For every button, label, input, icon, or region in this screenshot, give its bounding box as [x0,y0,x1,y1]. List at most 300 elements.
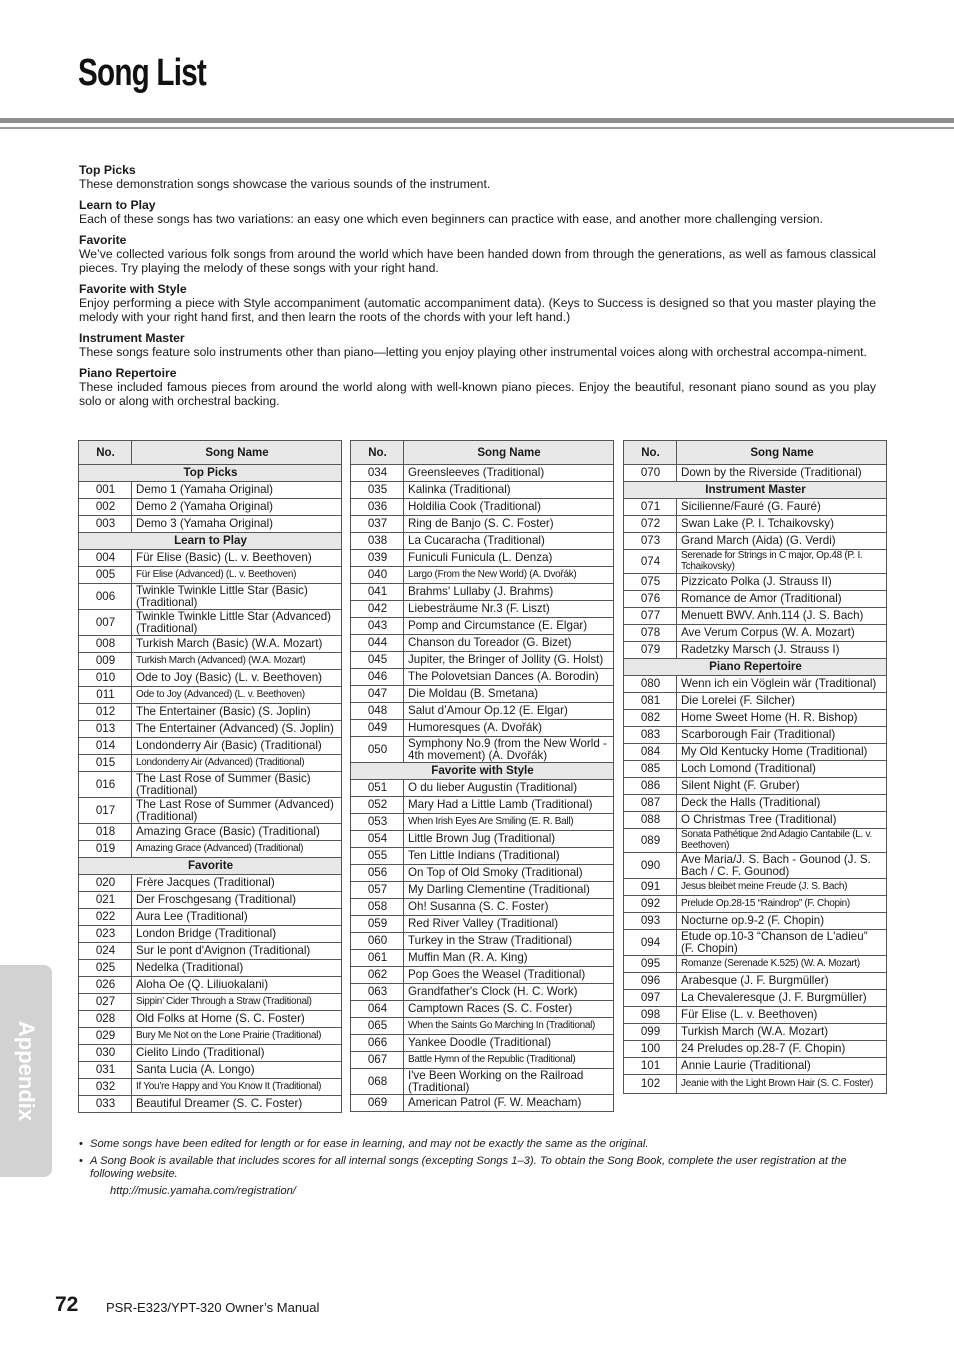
song-row [79,1079,342,1096]
song-number: 061 [351,950,404,967]
song-number: 087 [624,795,677,812]
song-number: 097 [624,990,677,1007]
song-number: 096 [624,973,677,990]
song-name: Mary Had a Little Lamb (Traditional) [404,797,614,814]
song-number: 023 [79,926,132,943]
song-name: Turkish March (Basic) (W.A. Mozart) [132,636,342,653]
song-name: My Old Kentucky Home (Traditional) [677,744,887,761]
song-name: When the Saints Go Marching In (Traditional) [404,1018,614,1035]
song-number: 026 [79,977,132,994]
song-row [351,465,614,482]
song-row [351,1069,614,1095]
song-number: 029 [79,1028,132,1045]
song-number: 055 [351,848,404,865]
song-number: 101 [624,1058,677,1075]
song-name: Loch Lomond (Traditional) [677,761,887,778]
song-name: If You’re Happy and You Know It (Traditional) [132,1079,342,1096]
song-name: Für Elise (L. v. Beethoven) [677,1007,887,1024]
song-row [351,618,614,635]
song-number: 085 [624,761,677,778]
song-name: Radetzky Marsch (J. Strauss I) [677,642,887,659]
song-name: O Christmas Tree (Traditional) [677,812,887,829]
song-number: 044 [351,635,404,652]
song-number: 033 [79,1096,132,1113]
song-name: Londonderry Air (Basic) (Traditional) [132,738,342,755]
song-name: Chanson du Toreador (G. Bizet) [404,635,614,652]
title-rule [0,118,954,123]
song-name: Oh! Susanna (S. C. Foster) [404,899,614,916]
song-row [351,916,614,933]
song-number: 043 [351,618,404,635]
song-number: 091 [624,879,677,896]
song-row [79,687,342,704]
song-row [351,669,614,686]
song-name: Sippin’ Cider Through a Straw (Traditional) [132,994,342,1011]
song-number: 077 [624,608,677,625]
song-name: Sonata Pathétique 2nd Adagio Cantabile (L. v. Beethoven) [677,829,887,853]
song-row [79,704,342,721]
song-row [351,584,614,601]
song-number: 070 [624,465,677,482]
song-row [351,1052,614,1069]
song-row [351,967,614,984]
song-row [79,610,342,636]
song-row [79,960,342,977]
song-table-1 [78,440,342,1113]
song-name: Ode to Joy (Basic) (L. v. Beethoven) [132,670,342,687]
song-row [351,1001,614,1018]
song-row [79,1062,342,1079]
song-table-2 [350,440,614,1112]
song-number: 088 [624,812,677,829]
song-name: Demo 2 (Yamaha Original) [132,499,342,516]
song-row [351,1095,614,1112]
song-row [624,930,887,956]
song-row [79,516,342,533]
song-name: Ode to Joy (Advanced) (L. v. Beethoven) [132,687,342,704]
song-name: Pomp and Circumstance (E. Elgar) [404,618,614,635]
song-row [351,567,614,584]
footnote-text: Some songs have been edited for length or for ease in learning, and may not be exactly the same as the original. [90,1138,649,1150]
song-row [624,676,887,693]
song-row [624,1041,887,1058]
song-row [351,899,614,916]
song-row [624,990,887,1007]
song-name: I've Been Working on the Railroad (Traditional) [404,1069,614,1095]
song-number: 007 [79,610,132,636]
song-name: Holdilia Cook (Traditional) [404,499,614,516]
intro-block [79,366,876,408]
song-name: Amazing Grace (Advanced) (Traditional) [132,841,342,858]
song-row [624,574,887,591]
song-row [624,608,887,625]
song-row [624,879,887,896]
song-name: La Cucaracha (Traditional) [404,533,614,550]
song-name: Kalinka (Traditional) [404,482,614,499]
song-name: Demo 3 (Yamaha Original) [132,516,342,533]
song-number: 098 [624,1007,677,1024]
song-number: 030 [79,1045,132,1062]
song-name: Londonderry Air (Advanced) (Traditional) [132,755,342,772]
song-name: Annie Laurie (Traditional) [677,1058,887,1075]
song-number: 067 [351,1052,404,1069]
song-number: 057 [351,882,404,899]
song-name: Yankee Doodle (Traditional) [404,1035,614,1052]
song-row [351,482,614,499]
song-number: 083 [624,727,677,744]
song-row [79,926,342,943]
song-name: Beautiful Dreamer (S. C. Foster) [132,1096,342,1113]
song-name: On Top of Old Smoky (Traditional) [404,865,614,882]
appendix-tab [0,965,52,1177]
song-row [79,892,342,909]
song-name: My Darling Clementine (Traditional) [404,882,614,899]
song-row [79,977,342,994]
song-number: 056 [351,865,404,882]
song-row [79,550,342,567]
song-row [351,720,614,737]
song-number: 060 [351,933,404,950]
song-row [624,1058,887,1075]
song-name: Brahms' Lullaby (J. Brahms) [404,584,614,601]
song-number: 021 [79,892,132,909]
song-row [351,984,614,1001]
footnote-text: A Song Book is available that includes scores for all internal songs (excepting Songs 1–3). To obtain the Song Book, complete the user registration at the following website. [90,1154,847,1180]
intro-text: Enjoy performing a piece with Style accompaniment (automatic accompaniment data). (Keys to Success is designed so that you master playing the melody with your right hand first, and then learn the roots of the chords with your left hand.) [79,296,876,324]
section-heading: Favorite [79,858,342,875]
song-number: 066 [351,1035,404,1052]
song-number: 090 [624,853,677,879]
song-row [79,943,342,960]
song-number: 095 [624,956,677,973]
song-name: Turkish March (Advanced) (W.A. Mozart) [132,653,342,670]
song-number: 089 [624,829,677,853]
song-name: Für Elise (Advanced) (L. v. Beethoven) [132,567,342,584]
song-row [351,831,614,848]
intro-block [79,198,876,226]
song-name: Scarborough Fair (Traditional) [677,727,887,744]
song-name: Jesus bleibet meine Freude (J. S. Bach) [677,879,887,896]
song-number: 038 [351,533,404,550]
song-row [624,795,887,812]
intro-block [79,233,876,275]
song-row [79,721,342,738]
song-row [351,652,614,669]
song-number: 082 [624,710,677,727]
song-row [351,635,614,652]
song-number: 010 [79,670,132,687]
song-number: 002 [79,499,132,516]
song-number: 069 [351,1095,404,1112]
song-row [624,1024,887,1041]
song-row [351,516,614,533]
song-number: 048 [351,703,404,720]
no-header: No. [351,441,404,465]
section-heading: Favorite with Style [351,763,614,780]
song-number: 075 [624,574,677,591]
song-number: 052 [351,797,404,814]
song-number: 040 [351,567,404,584]
manual-name: PSR-E323/YPT-320 Owner’s Manual [106,1300,320,1315]
song-row [351,686,614,703]
song-row [624,693,887,710]
song-row [624,812,887,829]
song-number: 084 [624,744,677,761]
song-row [79,567,342,584]
song-name: Romance de Amor (Traditional) [677,591,887,608]
section-row [79,858,342,875]
song-name: Down by the Riverside (Traditional) [677,465,887,482]
song-row [624,761,887,778]
song-name: Turkey in the Straw (Traditional) [404,933,614,950]
song-row [79,738,342,755]
song-number: 014 [79,738,132,755]
song-name: Funiculi Funicula (L. Denza) [404,550,614,567]
song-name: Cielito Lindo (Traditional) [132,1045,342,1062]
song-number: 058 [351,899,404,916]
song-name: O du lieber Augustin (Traditional) [404,780,614,797]
song-name: Arabesque (J. F. Burgmüller) [677,973,887,990]
song-number: 064 [351,1001,404,1018]
song-row [624,727,887,744]
intro-heading: Top Picks [79,163,136,177]
footnote [79,1155,879,1182]
song-name: Grandfather's Clock (H. C. Work) [404,984,614,1001]
song-name: Bury Me Not on the Lone Prairie (Traditional) [132,1028,342,1045]
song-row [624,896,887,913]
song-name: 24 Preludes op.28-7 (F. Chopin) [677,1041,887,1058]
song-number: 079 [624,642,677,659]
section-row [351,763,614,780]
song-name: The Entertainer (Advanced) (S. Joplin) [132,721,342,738]
song-number: 076 [624,591,677,608]
song-row [351,933,614,950]
song-row [351,950,614,967]
song-name: Aura Lee (Traditional) [132,909,342,926]
song-number: 059 [351,916,404,933]
song-name: Symphony No.9 (from the New World - 4th movement) (A. Dvořák) [404,737,614,763]
song-number: 015 [79,755,132,772]
song-row [351,533,614,550]
song-number: 045 [351,652,404,669]
song-row [624,516,887,533]
song-number: 037 [351,516,404,533]
song-name: Der Froschgesang (Traditional) [132,892,342,909]
song-row [624,853,887,879]
song-number: 024 [79,943,132,960]
song-name: Salut d’Amour Op.12 (E. Elgar) [404,703,614,720]
intro-text: These songs feature solo instruments other than piano—letting you enjoy playing other instrumental voices along with orchestral accompa-niment. [79,345,867,359]
intro-heading: Instrument Master [79,331,185,345]
song-name: Camptown Races (S. C. Foster) [404,1001,614,1018]
bullet-icon: • [79,1154,83,1167]
song-row [351,848,614,865]
song-number: 035 [351,482,404,499]
song-row [79,909,342,926]
song-name: La Chevaleresque (J. F. Burgmüller) [677,990,887,1007]
song-table-3 [623,440,887,1094]
intro-text: Each of these songs has two variations: an easy one which even beginners can practice with ease, and another more challenging version. [79,212,823,226]
song-name: Santa Lucia (A. Longo) [132,1062,342,1079]
song-row [79,841,342,858]
song-row [79,653,342,670]
song-name: Twinkle Twinkle Little Star (Basic) (Traditional) [132,584,342,610]
song-name-header: Song Name [404,441,614,465]
song-row [79,1045,342,1062]
song-row [351,550,614,567]
song-number: 094 [624,930,677,956]
intro-text: We’ve collected various folk songs from around the world which have been handed down from through the generations, as well as famous classical pieces. Try playing the melody of these songs with your right hand. [79,247,876,275]
song-number: 081 [624,693,677,710]
song-number: 074 [624,550,677,574]
song-name: London Bridge (Traditional) [132,926,342,943]
song-row [79,824,342,841]
song-number: 053 [351,814,404,831]
intro-heading: Piano Repertoire [79,366,177,380]
registration-link[interactable]: http://music.yamaha.com/registration/ [110,1184,296,1197]
song-name: The Entertainer (Basic) (S. Joplin) [132,704,342,721]
song-row [351,1018,614,1035]
song-row [79,875,342,892]
song-number: 020 [79,875,132,892]
footnote [79,1138,879,1152]
song-number: 102 [624,1075,677,1094]
song-name: Largo (From the New World) (A. Dvořák) [404,567,614,584]
song-row [624,973,887,990]
song-row [624,625,887,642]
song-number: 027 [79,994,132,1011]
song-number: 047 [351,686,404,703]
song-number: 046 [351,669,404,686]
song-number: 092 [624,896,677,913]
song-row [79,636,342,653]
song-name: Humoresques (A. Dvořák) [404,720,614,737]
song-name: Etude op.10-3 “Chanson de L'adieu” (F. Chopin) [677,930,887,956]
song-number: 100 [624,1041,677,1058]
section-heading: Top Picks [79,465,342,482]
page-number: 72 [55,1293,79,1316]
song-row [624,1007,887,1024]
intro-text: These included famous pieces from around the world along with well-known piano pieces. Enjoy the beautiful, resonant piano sound as you play solo or along with orchestral backing. [79,380,876,408]
song-number: 071 [624,499,677,516]
song-name: Prelude Op.28-15 “Raindrop” (F. Chopin) [677,896,887,913]
song-name: Grand March (Aida) (G. Verdi) [677,533,887,550]
song-number: 001 [79,482,132,499]
song-name: Home Sweet Home (H. R. Bishop) [677,710,887,727]
song-number: 078 [624,625,677,642]
song-row [351,882,614,899]
song-name: Demo 1 (Yamaha Original) [132,482,342,499]
song-row [79,798,342,824]
song-row [79,1011,342,1028]
song-number: 022 [79,909,132,926]
song-name: Ave Maria/J. S. Bach - Gounod (J. S. Bach / C. F. Gounod) [677,853,887,879]
song-row [351,703,614,720]
song-name: Swan Lake (P. I. Tchaikovsky) [677,516,887,533]
song-name: Pop Goes the Weasel (Traditional) [404,967,614,984]
song-row [624,465,887,482]
song-number: 036 [351,499,404,516]
song-name: Little Brown Jug (Traditional) [404,831,614,848]
song-number: 072 [624,516,677,533]
song-number: 017 [79,798,132,824]
song-number: 062 [351,967,404,984]
song-row [624,533,887,550]
song-name: Sur le pont d'Avignon (Traditional) [132,943,342,960]
song-name: Amazing Grace (Basic) (Traditional) [132,824,342,841]
song-number: 051 [351,780,404,797]
song-number: 049 [351,720,404,737]
page-title: Song List [78,52,207,94]
intro-block [79,331,876,359]
song-row [624,591,887,608]
song-row [351,814,614,831]
song-name: Twinkle Twinkle Little Star (Advanced) (Traditional) [132,610,342,636]
intro-heading: Favorite [79,233,127,247]
song-row [79,1096,342,1113]
intro-block [79,163,876,191]
song-row [79,584,342,610]
song-name: Liebesträume Nr.3 (F. Liszt) [404,601,614,618]
song-row [79,1028,342,1045]
song-number: 054 [351,831,404,848]
song-number: 009 [79,653,132,670]
song-name: Jeanie with the Light Brown Hair (S. C. Foster) [677,1075,887,1094]
song-row [351,499,614,516]
song-number: 016 [79,772,132,798]
song-number: 065 [351,1018,404,1035]
song-name: Sicilienne/Fauré (G. Fauré) [677,499,887,516]
song-name: Ring de Banjo (S. C. Foster) [404,516,614,533]
song-name: Jupiter, the Bringer of Jollity (G. Holst) [404,652,614,669]
song-number: 041 [351,584,404,601]
song-name: Deck the Halls (Traditional) [677,795,887,812]
song-number: 042 [351,601,404,618]
song-row [79,499,342,516]
song-number: 068 [351,1069,404,1095]
song-name: Battle Hymn of the Republic (Traditional) [404,1052,614,1069]
song-number: 073 [624,533,677,550]
song-name: Greensleeves (Traditional) [404,465,614,482]
song-name: Pizzicato Polka (J. Strauss II) [677,574,887,591]
song-number: 063 [351,984,404,1001]
section-row [624,482,887,499]
intro-block [79,282,876,324]
section-row [79,465,342,482]
song-row [79,482,342,499]
song-number: 025 [79,960,132,977]
song-name-header: Song Name [132,441,342,465]
song-name: Red River Valley (Traditional) [404,916,614,933]
song-name: Muffin Man (R. A. King) [404,950,614,967]
footnotes [79,1138,879,1198]
song-number: 028 [79,1011,132,1028]
song-number: 012 [79,704,132,721]
song-name: Ten Little Indians (Traditional) [404,848,614,865]
song-row [624,913,887,930]
song-name: The Last Rose of Summer (Basic) (Traditional) [132,772,342,798]
bullet-icon: • [79,1138,83,1150]
song-row [79,994,342,1011]
song-number: 006 [79,584,132,610]
song-row [79,670,342,687]
song-name: American Patrol (F. W. Meacham) [404,1095,614,1112]
song-row [624,710,887,727]
song-name: Aloha Oe (Q. Liliuokalani) [132,977,342,994]
section-row [624,659,887,676]
song-row [624,744,887,761]
song-name: Old Folks at Home (S. C. Foster) [132,1011,342,1028]
